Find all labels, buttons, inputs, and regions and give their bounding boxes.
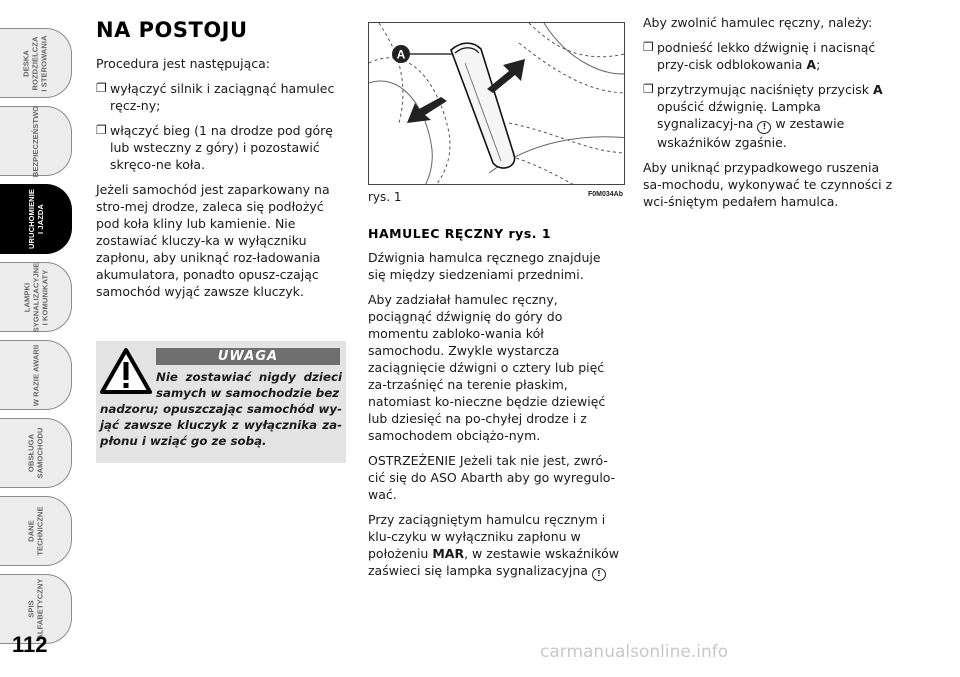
list-item: ❐ podnieść lekko dźwignię i nacisnąć przy-cisk odblokowania A; [643, 40, 876, 72]
section-title: NA POSTOJU [96, 18, 248, 42]
tab-label: DANE TECHNICZNE [26, 506, 45, 556]
paragraph: Przy zaciągniętym hamulcu ręcznym i klu-czyku w wyłączniku zapłonu w położeniu MAR, w zestawie wskaźników zaświeci się lampka sygnalizacyjna ! [368, 511, 620, 581]
tab-obsluga-samochodu[interactable] [0, 418, 72, 488]
handbrake-illustration [369, 23, 624, 184]
parking-paragraph: Jeżeli samochód jest zaparkowany na stro-mej drodze, zaleca się podłożyć pod koła kliny lub kamienie. Nie zostawiać kluczy-ka w wyłączniku zapłonu, aby uniknąć roz-ładowania akumulatora, ponadto opusz-czając samochód wyjąć zawsze kluczyk. [96, 182, 330, 299]
warning-text [100, 369, 342, 449]
brake-warning-lamp-icon: ! [592, 568, 606, 581]
page-number: 112 [12, 632, 48, 657]
tab-lampki-sygnalizacyjne[interactable] [0, 262, 72, 332]
list-item: ❐ przytrzymując naciśnięty przycisk A opuścić dźwignię. Lampka sygnalizacyj-na ! w zestawie wskaźników zgaśnie. [643, 82, 883, 150]
tab-label: DESKA ROZDZIELCZA I STEROWANIA [21, 34, 49, 92]
warning-badge: UWAGA [156, 348, 340, 365]
figure-caption [368, 190, 625, 204]
list-item [96, 80, 346, 114]
intro-text: Procedura jest następująca: [96, 56, 270, 71]
tab-label: SPIS ALFABETYCZNY [26, 578, 45, 640]
tab-deska-rozdzielcza[interactable] [0, 28, 72, 98]
handbrake-figure [368, 22, 625, 185]
brake-warning-lamp-icon: ! [757, 121, 771, 134]
tab-label: LAMPKI SYGNALIZACYJNE I KOMUNIKATY [22, 262, 49, 332]
tab-label: BEZPIECZEŃSTWO [31, 105, 40, 177]
tab-label: OBSŁUGA SAMOCHODU [26, 427, 45, 479]
key-position-mar: MAR [432, 546, 465, 561]
warning-box [96, 341, 346, 463]
figure-label: rys. 1 [368, 190, 402, 204]
tab-bezpieczenstwo[interactable] [0, 106, 72, 176]
tab-label: W RAZIE AWARII [30, 344, 40, 406]
figure-code: F0M034Ab [587, 191, 623, 198]
paragraph: Aby zadziałał hamulec ręczny, pociągnąć dźwignię do góry do momentu zabloko-wania kół samochodu. Zwykle wystarcza zaciągnięcie dźwigni o cztery lub pięć za-trzaśnięć na terenie płaskim, natomiast ko-nieczne będzie dziewięć lub dziesięć na po-chyłej drodze i z samochodem obciążo-nym. [368, 292, 606, 443]
checkbox-bullet-icon: ❐ [643, 40, 654, 54]
warning-text-indented: Nie zostawiać nigdy dzieci samych w samochodzie bez [156, 370, 342, 400]
column-parking [96, 18, 346, 308]
checkbox-bullet-icon: ❐ [96, 81, 107, 95]
tab-label: URUCHOMIENIE I JAZDA [26, 189, 45, 249]
handbrake-heading: HAMULEC RĘCZNY rys. 1 [368, 226, 552, 241]
paragraph: Dźwignia hamulca ręcznego znajduje się między siedzeniami przednimi. [368, 250, 601, 282]
column-handbrake [368, 225, 620, 589]
checkbox-bullet-icon: ❐ [643, 82, 654, 96]
column-release [643, 14, 899, 218]
watermark: carmanualsonline.info [540, 642, 729, 662]
tab-w-razie-awarii[interactable] [0, 340, 72, 410]
figure-marker-a: A [396, 47, 406, 62]
warning-text-rest: nadzoru; opuszczając samochód wy-jąć zawsze kluczyk z wyłącznika za-płonu i wziąć go ze sobą. [100, 402, 342, 448]
list-item [96, 122, 346, 173]
paragraph: Aby uniknąć przypadkowego ruszenia sa-mochodu, wykonywać te czynności z wci-śniętym pedałem hamulca. [643, 160, 893, 209]
tab-uruchomienie-i-jazda[interactable] [0, 184, 72, 254]
intro-text: Aby zwolnić hamulec ręczny, należy: [643, 15, 873, 30]
list-item-text: włączyć bieg (1 na drodze pod górę lub wsteczny z góry) i pozostawić skręco-ne koła. [110, 123, 333, 172]
paragraph: OSTRZEŻENIE Jeżeli tak nie jest, zwró-cić się do ASO Abarth aby go wyregulo-wać. [368, 453, 616, 502]
tab-dane-techniczne[interactable] [0, 496, 72, 566]
checkbox-bullet-icon: ❐ [96, 123, 107, 137]
list-item-text: wyłączyć silnik i zaciągnąć hamulec ręcz-ny; [110, 81, 335, 113]
